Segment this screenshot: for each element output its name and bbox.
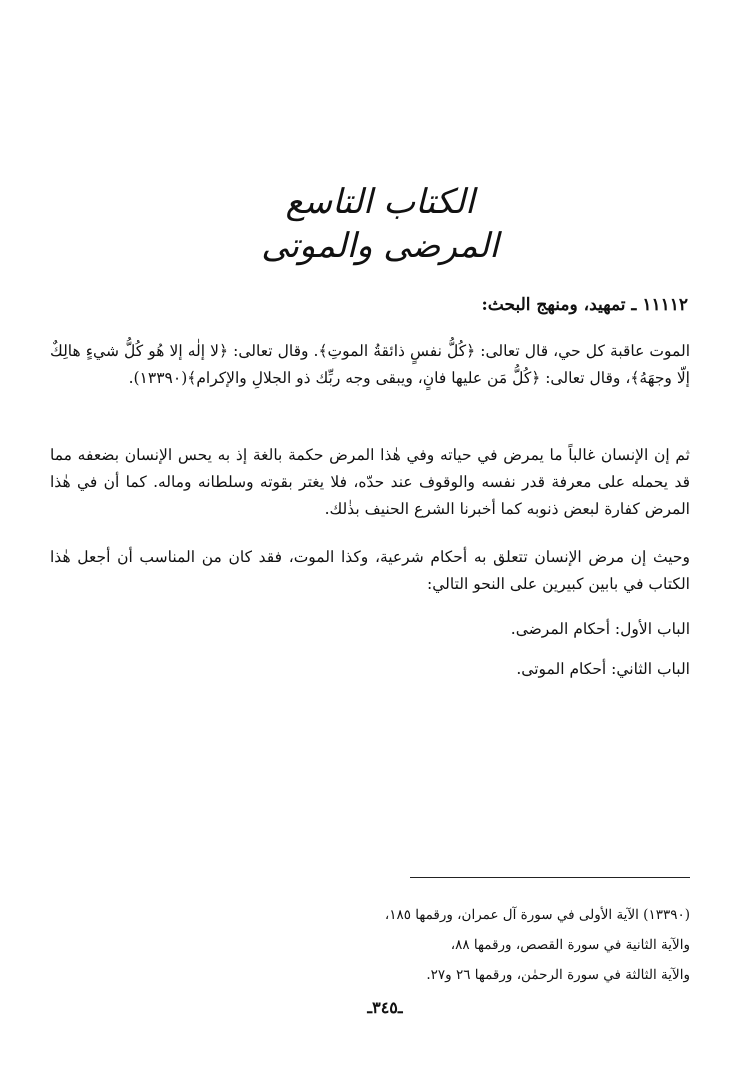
chapter-title-calligraphy bbox=[250, 180, 510, 280]
footnote-line-3: والآية الثالثة في سورة الرحمٰن، ورقمها ٢٦ و٢٧. bbox=[426, 967, 690, 983]
section-heading: ١١١١٢ ـ تمهيد، ومنهج البحث: bbox=[481, 295, 688, 315]
page-number: ـ٣٤٥ـ bbox=[367, 998, 403, 1017]
footnote-divider bbox=[410, 877, 690, 878]
chapter-item-1: الباب الأول: أحكام المرضى. bbox=[510, 620, 690, 638]
paragraph-1: الموت عاقبة كل حي، قال تعالى: ﴿كُلُّ نفسٍ ذائقةُ الموتِ﴾. وقال تعالى: ﴿لا إلٰه إلا هُو كُلُّ شيءٍ هالِكٌ إلّا وجهَهُ﴾، وقال تعالى: ﴿كُلُّ مَن عليها فانٍ، ويبقى وجه ربِّك ذو الجلالِ والإكرام﴾(١٣٣٩٠). bbox=[50, 342, 690, 387]
paragraph-3: وحيث إن مرض الإنسان تتعلق به أحكام شرعية، وكذا الموت، فقد كان من المناسب أن أجعل هٰذا الكتاب في بابين كبيرين على النحو التالي: bbox=[50, 548, 690, 593]
paragraph-2: ثم إن الإنسان غالباً ما يمرض في حياته وفي هٰذا المرض حكمة بالغة إذ به يحس الإنسان بضعفه مما قد يحمله على معرفة قدر نفسه والوقوف عند حدّه، فلا يغتر بقوته وسلطانه وماله. كما أن في هٰذا المرض كفارة لبعض ذنوبه كما أخبرنا الشرع الحنيف بذٰلك. bbox=[50, 446, 690, 518]
footnote-line-2: والآية الثانية في سورة القصص، ورقمها ٨٨، bbox=[450, 937, 690, 953]
footnote-line-1: (١٣٣٩٠) الآية الأولى في سورة آل عمران، ورقمها ١٨٥، bbox=[384, 907, 690, 923]
title-line-2: المرضى والموتى bbox=[261, 226, 499, 266]
chapter-item-2: الباب الثاني: أحكام الموتى. bbox=[516, 660, 690, 678]
title-line-1: الكتاب التاسع bbox=[285, 182, 475, 222]
